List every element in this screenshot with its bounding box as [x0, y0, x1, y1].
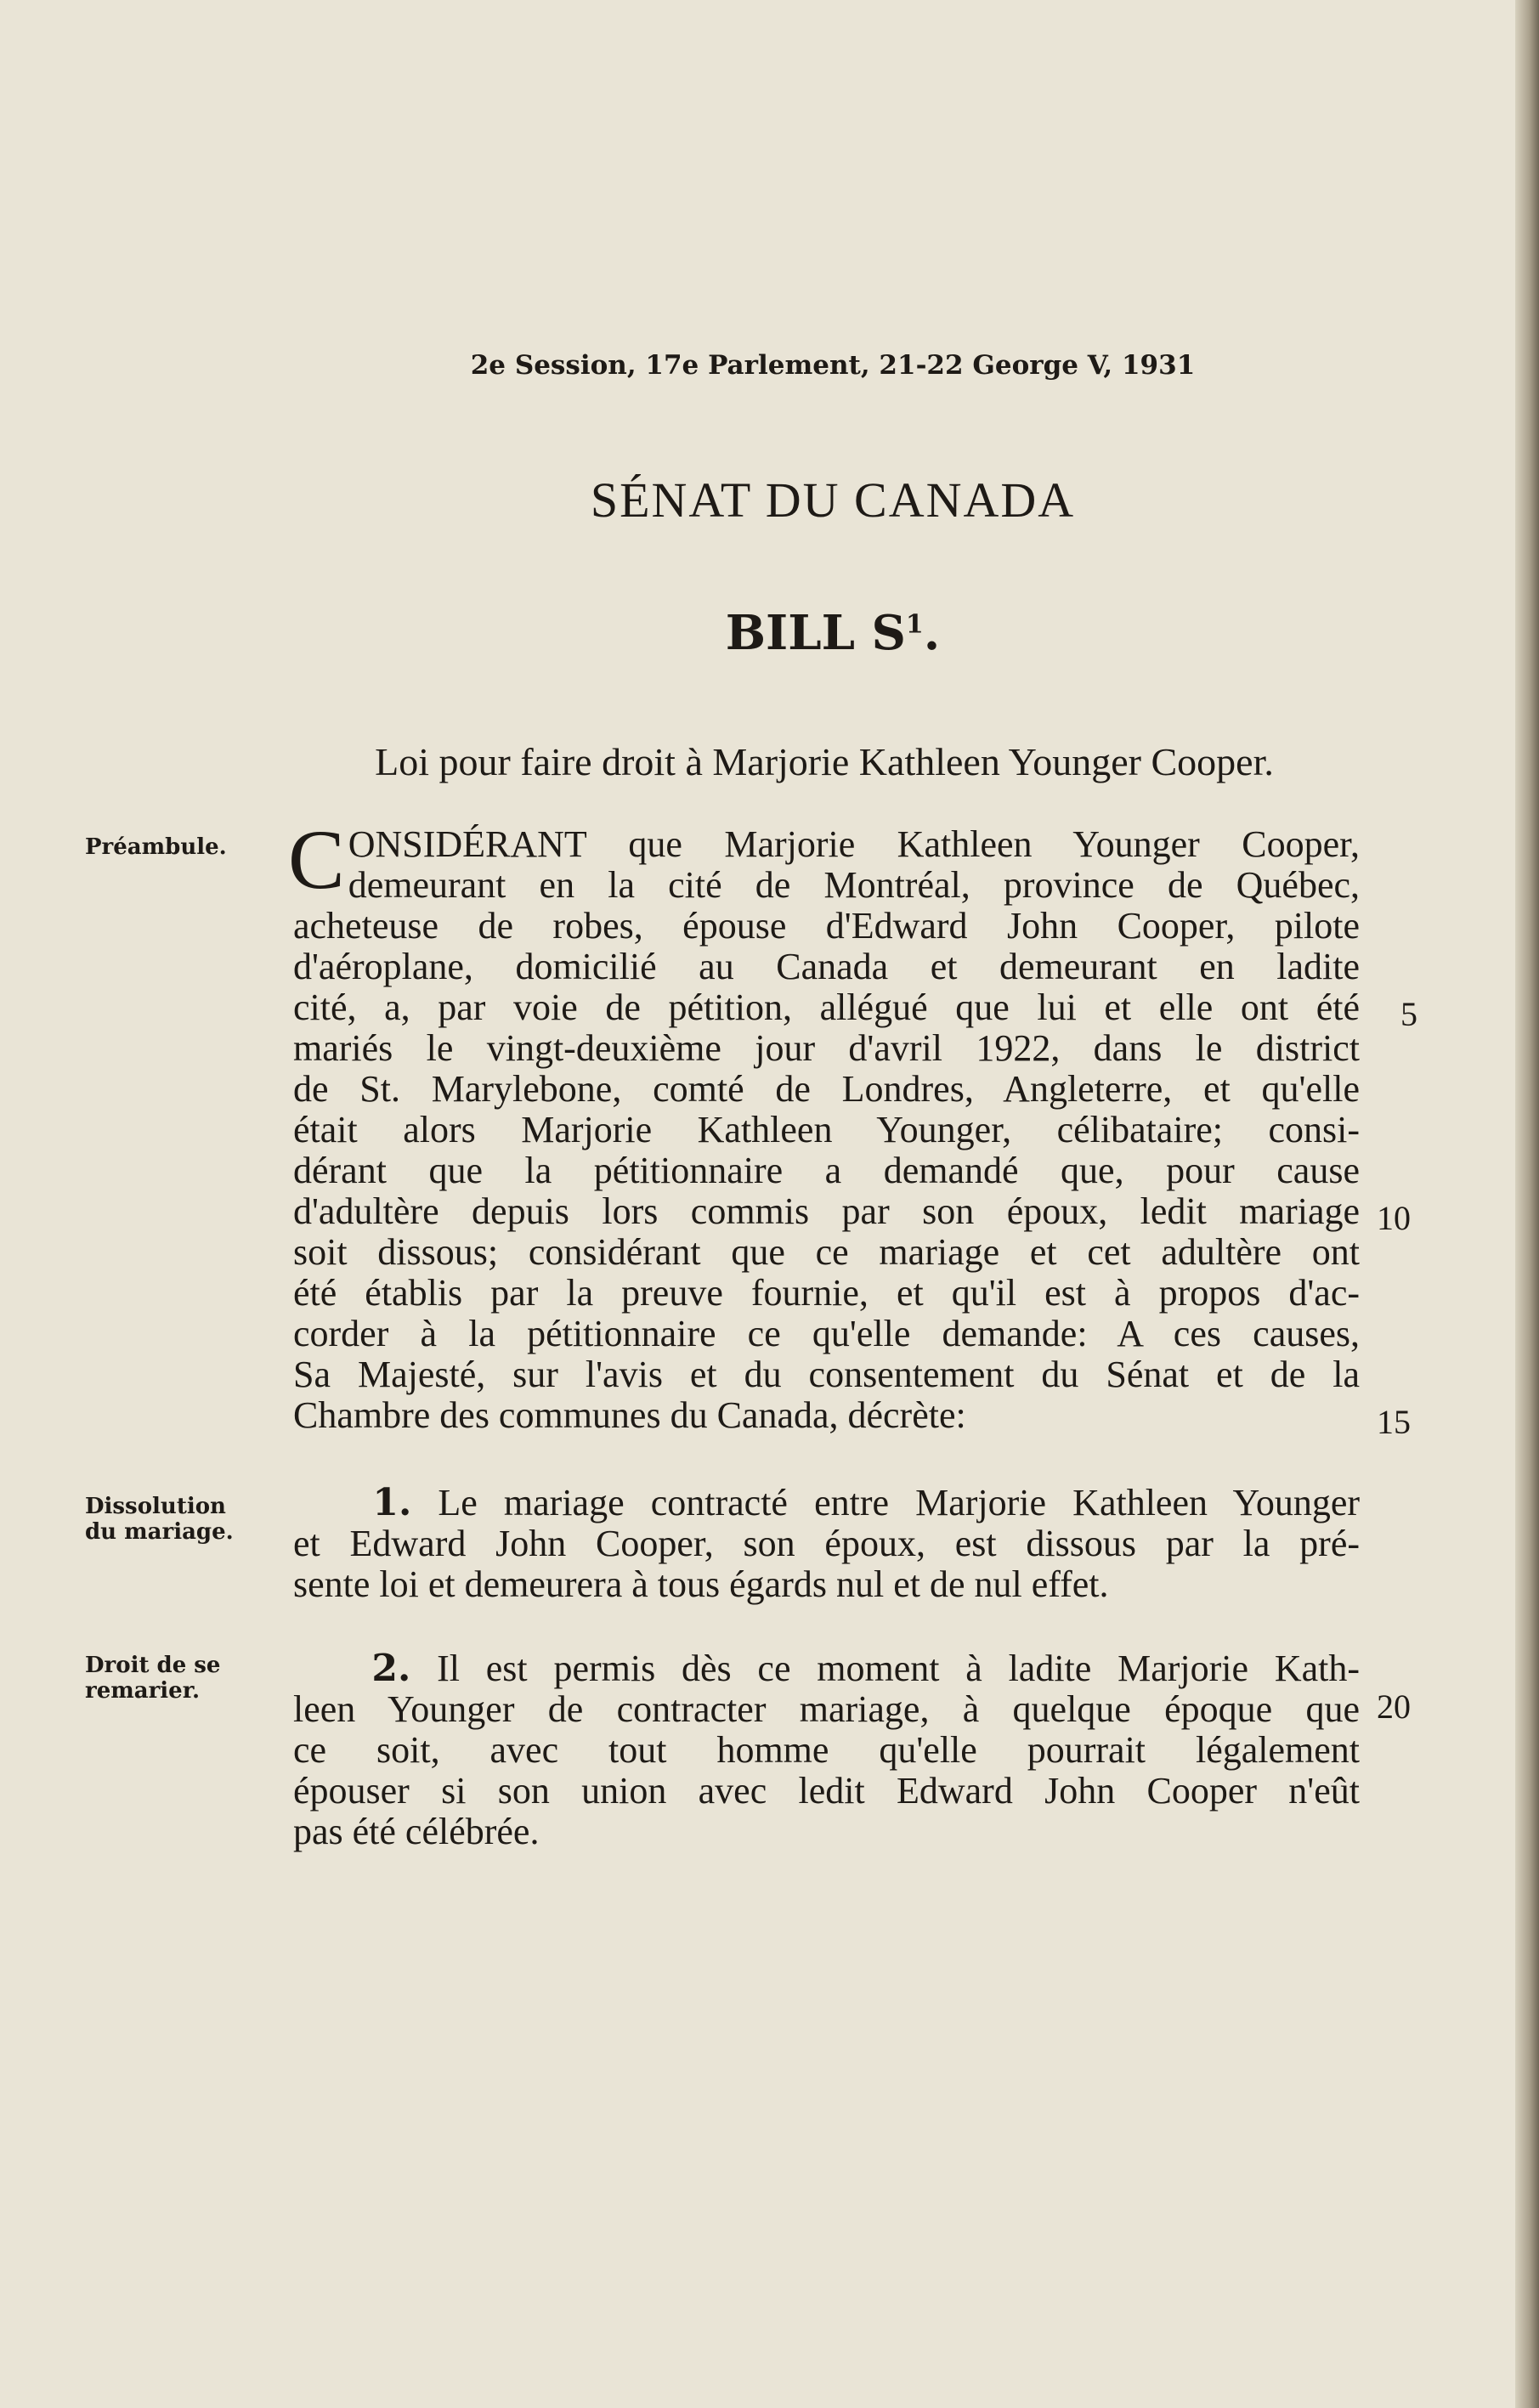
preamble-line: demeurant en la cité de Montréal, province de Québec,: [348, 864, 1360, 906]
section-2: [293, 1648, 1360, 1852]
preamble-line: ONSIDÉRANT que Marjorie Kathleen Younger Cooper,: [348, 823, 1360, 865]
margin-note-dissolution: [85, 1494, 268, 1545]
bill-number: [595, 605, 1071, 661]
section-2-line: pas été célébrée.: [293, 1811, 540, 1852]
margin-note-remarry-line-1: Droit de se: [85, 1653, 221, 1678]
drop-cap: C: [288, 812, 345, 907]
preamble-line: Chambre des communes du Canada, décrète:: [293, 1394, 966, 1436]
preamble-line: acheteuse de robes, épouse d'Edward John Cooper, pilote: [293, 905, 1360, 947]
preamble-line: corder à la pétitionnaire ce qu'elle demande: A ces causes,: [293, 1313, 1360, 1354]
senate-title: SÉNAT DU CANADA: [590, 472, 1076, 528]
section-2-line: leen Younger de contracter mariage, à quelque époque que: [293, 1688, 1360, 1730]
line-number-15: 15: [1377, 1403, 1411, 1441]
section-1-line: sente loi et demeurera à tous égards nul et de nul effet.: [293, 1563, 1109, 1605]
line-number-5: 5: [1400, 995, 1417, 1033]
preamble-line: était alors Marjorie Kathleen Younger, célibataire; consi-: [293, 1109, 1360, 1150]
section-1-line: [293, 1483, 1360, 1523]
preamble-line: Sa Majesté, sur l'avis et du consentement du Sénat et de la: [293, 1354, 1360, 1395]
margin-note-remarry: [85, 1653, 268, 1704]
bill-label: BILL S: [725, 605, 906, 661]
section-2-line: [293, 1648, 1360, 1689]
page-edge: [1515, 0, 1539, 2408]
bill-title: Loi pour faire droit à Marjorie Kathleen Younger Cooper.: [375, 740, 1274, 783]
margin-note-dissolution-line-1: Dissolution: [85, 1494, 226, 1519]
preamble-line: d'adultère depuis lors commis par son époux, ledit mariage: [293, 1190, 1360, 1232]
session-header: 2e Session, 17e Parlement, 21-22 George V, 1931: [470, 350, 1196, 381]
margin-note-remarry-line-2: remarier.: [85, 1678, 201, 1704]
preamble-line: cité, a, par voie de pétition, allégué que lui et elle ont été: [293, 986, 1360, 1028]
section-2-number: 2.: [371, 1647, 411, 1690]
section-2-line: épouser si son union avec ledit Edward John Cooper n'eût: [293, 1770, 1360, 1812]
preamble-paragraph: [288, 812, 1360, 1436]
margin-note-preamble: [85, 834, 268, 860]
section-1-line-text: Le mariage contracté entre Marjorie Kathleen Younger: [438, 1482, 1361, 1523]
preamble-line: de St. Marylebone, comté de Londres, Angleterre, et qu'elle: [293, 1068, 1360, 1110]
margin-note-preamble-text: Préambule.: [85, 834, 227, 860]
margin-note-dissolution-line-2: du mariage.: [85, 1519, 234, 1545]
section-2-line: ce soit, avec tout homme qu'elle pourrait légalement: [293, 1729, 1360, 1771]
line-number-10: 10: [1377, 1199, 1411, 1237]
preamble-line: été établis par la preuve fournie, et qu'il est à propos d'ac-: [293, 1272, 1360, 1314]
bill-period: .: [923, 605, 941, 661]
line-number-20: 20: [1377, 1687, 1411, 1726]
preamble-line: dérant que la pétitionnaire a demandé que, pour cause: [293, 1150, 1360, 1191]
preamble-line: d'aéroplane, domicilié au Canada et demeurant en ladite: [293, 946, 1360, 987]
section-1-number: 1.: [372, 1481, 412, 1524]
bill-superscript: 1: [905, 609, 924, 640]
preamble-line: soit dissous; considérant que ce mariage et cet adultère ont: [293, 1231, 1360, 1273]
section-1-line: et Edward John Cooper, son époux, est dissous par la pré-: [293, 1523, 1360, 1564]
section-1: [293, 1483, 1360, 1605]
preamble-line: mariés le vingt-deuxième jour d'avril 1922, dans le district: [293, 1027, 1360, 1069]
section-2-line-text: Il est permis dès ce moment à ladite Marjorie Kath-: [437, 1648, 1361, 1689]
